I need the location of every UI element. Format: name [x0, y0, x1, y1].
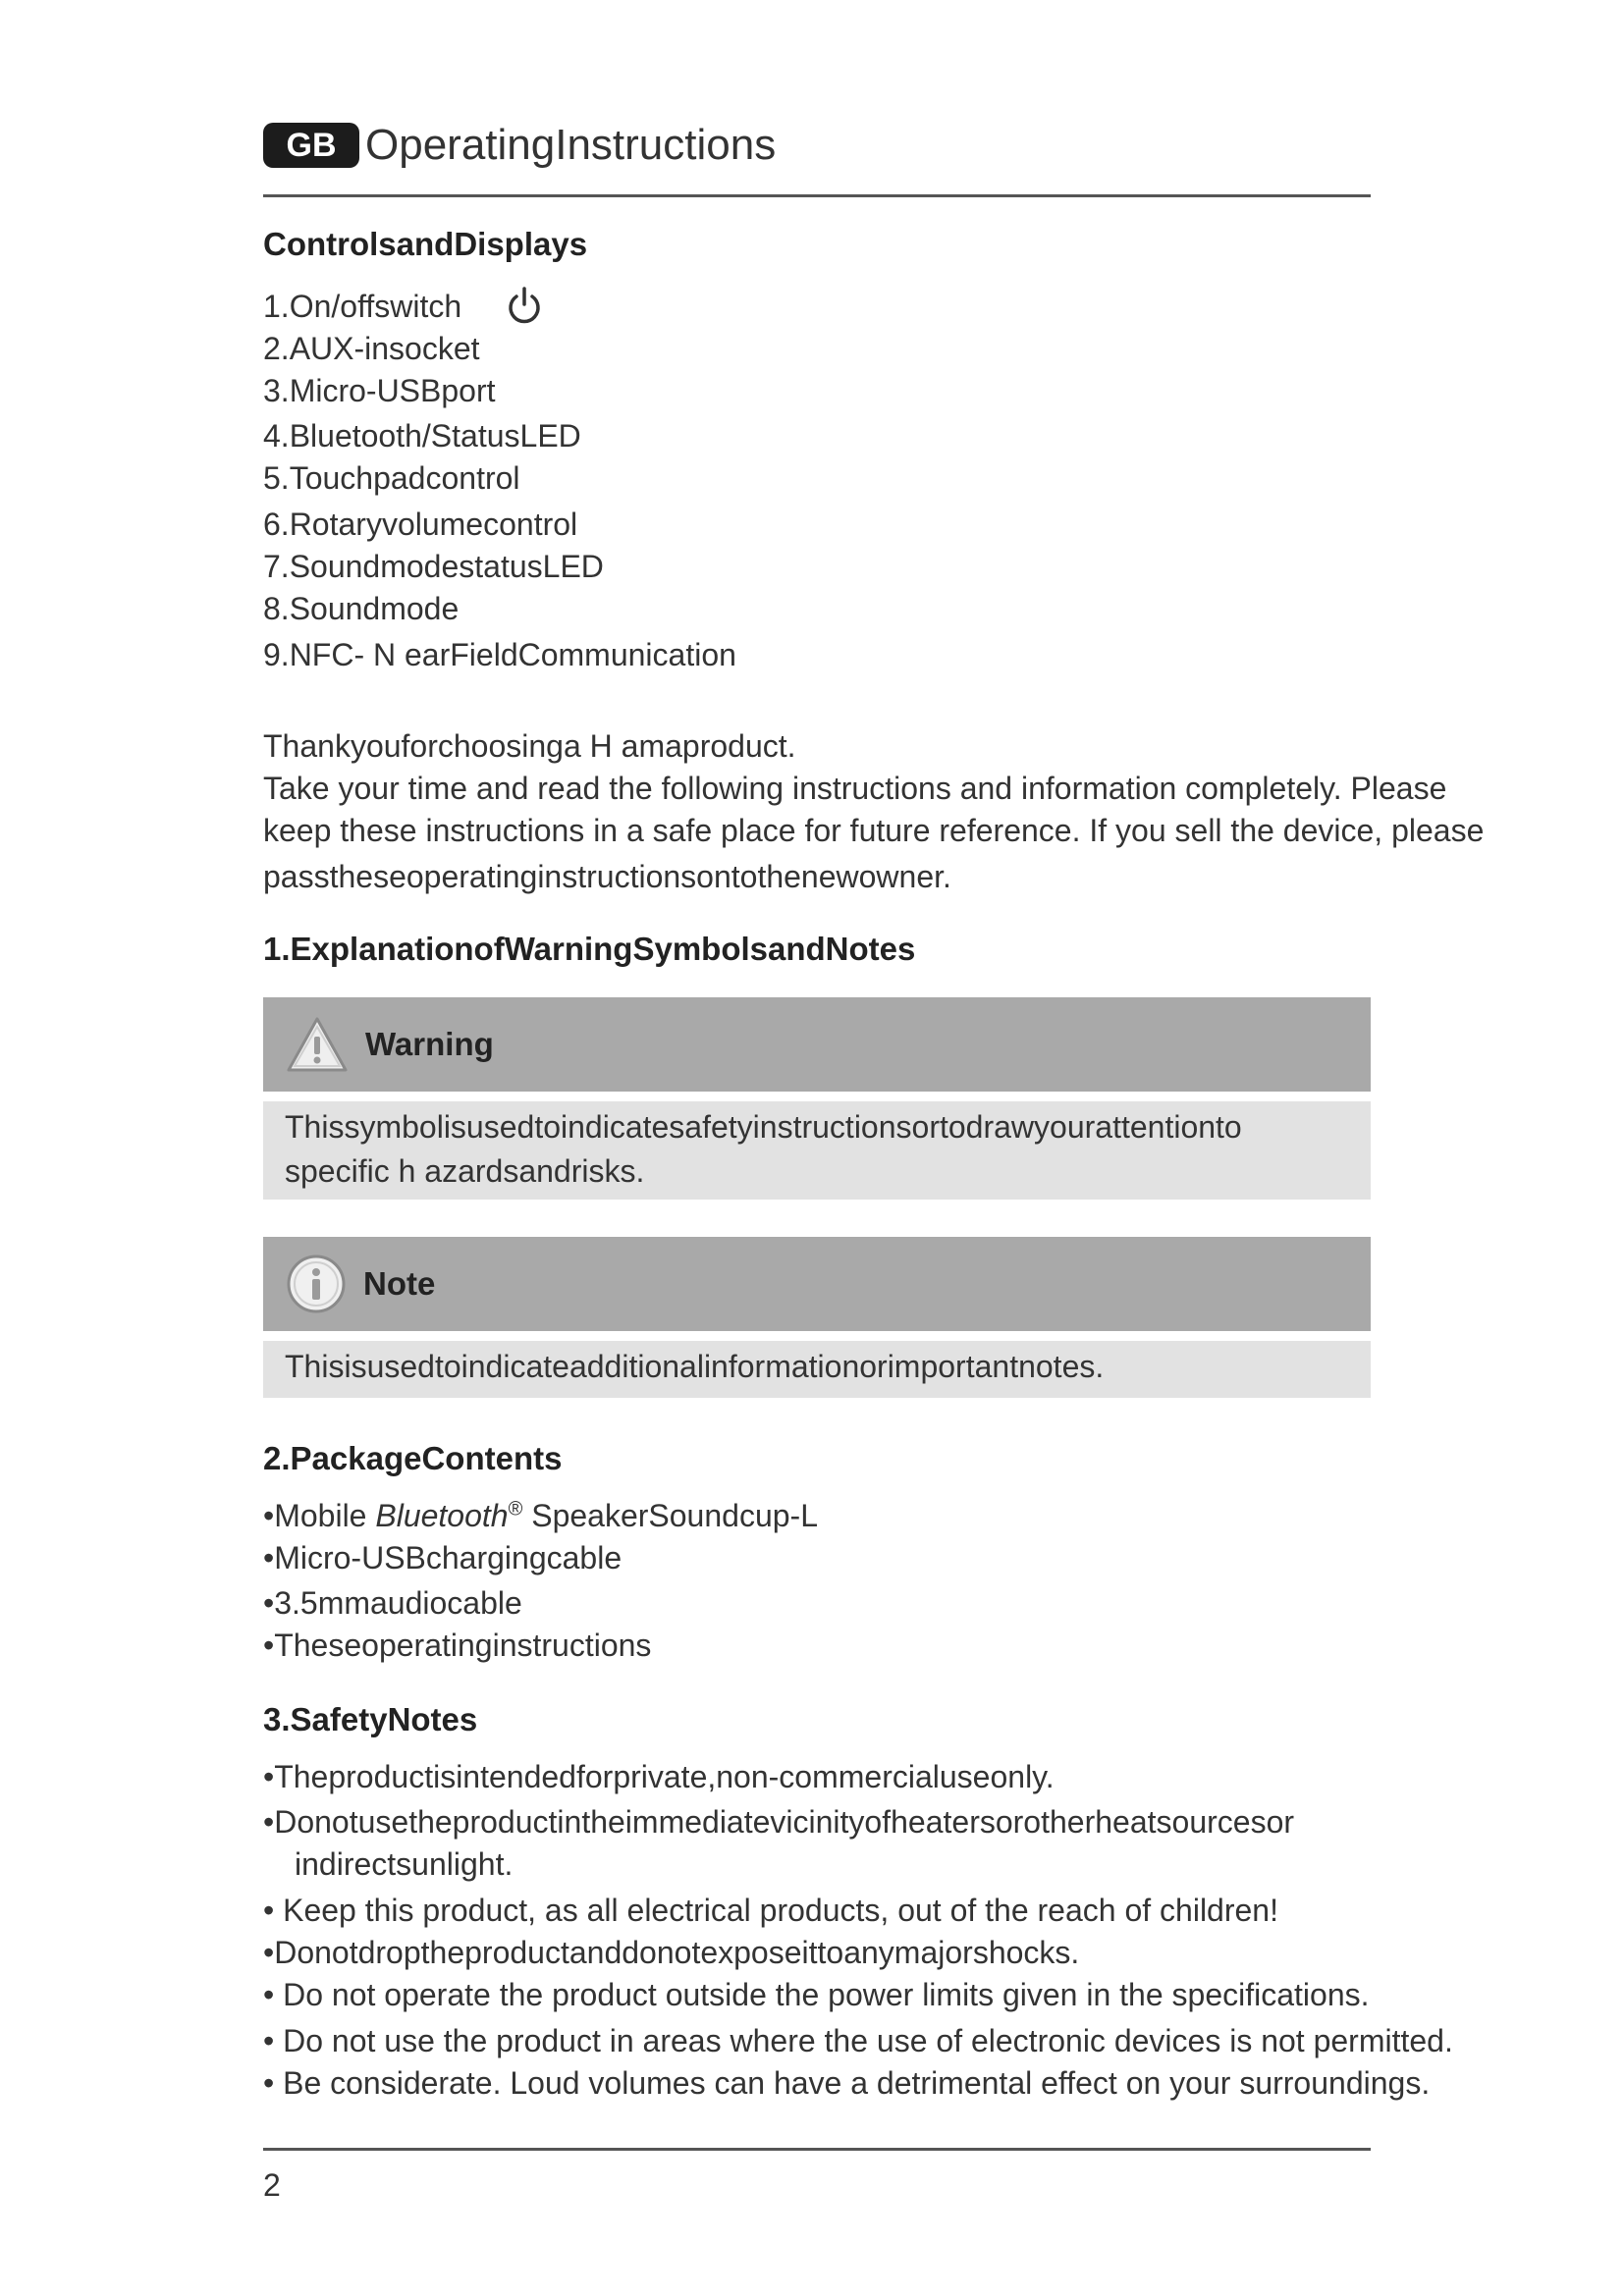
- warning-text-line-2: specific h azardsandrisks.: [285, 1153, 645, 1189]
- section1-heading: 1.ExplanationofWarningSymbolsandNotes: [263, 931, 916, 967]
- warning-triangle-icon: [285, 1015, 350, 1074]
- intro-line-3: keep these instructions in a safe place for future reference. If you sell the device, please: [263, 813, 1485, 848]
- page-number: 2: [263, 2167, 281, 2203]
- package-item-1-pre: •Mobile: [263, 1498, 376, 1533]
- safety-line-8: • Be considerate. Loud volumes can have a detrimental effect on your surroundings.: [263, 2065, 1431, 2101]
- note-title: Note: [363, 1265, 436, 1302]
- warning-box-body: [263, 1101, 1371, 1200]
- safety-line-1: •Theproductisintendedforprivate,non-commercialuseonly.: [263, 1759, 1055, 1794]
- control-item-2: 2.AUX-insocket: [263, 331, 480, 366]
- intro-line-1: Thankyouforchoosinga H amaproduct.: [263, 728, 796, 764]
- language-badge: GB: [263, 123, 359, 168]
- control-item-7: 7.SoundmodestatusLED: [263, 549, 604, 584]
- note-box-body: [263, 1341, 1371, 1398]
- control-item-6: 6.Rotaryvolumecontrol: [263, 507, 578, 542]
- control-item-1: 1.On/offswitch: [263, 289, 462, 324]
- package-item-3: •3.5mmaudiocable: [263, 1585, 522, 1621]
- control-item-5: 5.Touchpadcontrol: [263, 460, 520, 496]
- package-item-1: [263, 1498, 818, 1534]
- section2-heading: 2.PackageContents: [263, 1440, 563, 1476]
- power-icon: [503, 285, 546, 328]
- controls-heading: ControlsandDisplays: [263, 226, 588, 262]
- footer-rule: [263, 2148, 1371, 2151]
- safety-line-7: • Do not use the product in areas where the use of electronic devices is not permitted.: [263, 2023, 1453, 2058]
- control-item-9: 9.NFC- N earFieldCommunication: [263, 637, 736, 672]
- safety-line-5: •Donotdroptheproductanddonotexposeittoanymajorshocks.: [263, 1935, 1080, 1970]
- safety-line-2: •Donotusetheproductintheimmediatevicinityofheatersorotherheatsourcesor: [263, 1804, 1295, 1840]
- note-box-header: [263, 1237, 1371, 1331]
- control-item-3: 3.Micro-USBport: [263, 373, 496, 408]
- package-item-4: •Theseoperatinginstructions: [263, 1628, 652, 1663]
- package-item-1-post: SpeakerSoundcup-L: [522, 1498, 818, 1533]
- warning-box-header: [263, 997, 1371, 1092]
- safety-line-6: • Do not operate the product outside the power limits given in the specifications.: [263, 1977, 1370, 2012]
- package-item-2: •Micro-USBchargingcable: [263, 1540, 623, 1575]
- section3-heading: 3.SafetyNotes: [263, 1701, 478, 1737]
- control-item-4: 4.Bluetooth/StatusLED: [263, 418, 581, 454]
- note-text-line-1: Thisisusedtoindicateadditionalinformationorimportantnotes.: [285, 1349, 1105, 1384]
- warning-text-line-1: Thissymbolisusedtoindicatesafetyinstructionsortodrawyourattentionto: [285, 1109, 1242, 1145]
- header-rule: [263, 194, 1371, 197]
- header-title: OperatingInstructions: [365, 121, 777, 169]
- page-header: [263, 116, 776, 175]
- safety-line-3: indirectsunlight.: [295, 1846, 514, 1882]
- control-item-8: 8.Soundmode: [263, 591, 460, 626]
- intro-line-2: Take your time and read the following instructions and information completely. Please: [263, 771, 1447, 806]
- info-icon: [285, 1253, 348, 1315]
- bluetooth-brand: Bluetooth: [375, 1498, 509, 1533]
- warning-title: Warning: [365, 1026, 494, 1062]
- safety-line-4: • Keep this product, as all electrical products, out of the reach of children!: [263, 1893, 1278, 1928]
- intro-line-4: passtheseoperatinginstructionsontothenewowner.: [263, 859, 951, 894]
- registered-mark: ®: [508, 1498, 523, 1521]
